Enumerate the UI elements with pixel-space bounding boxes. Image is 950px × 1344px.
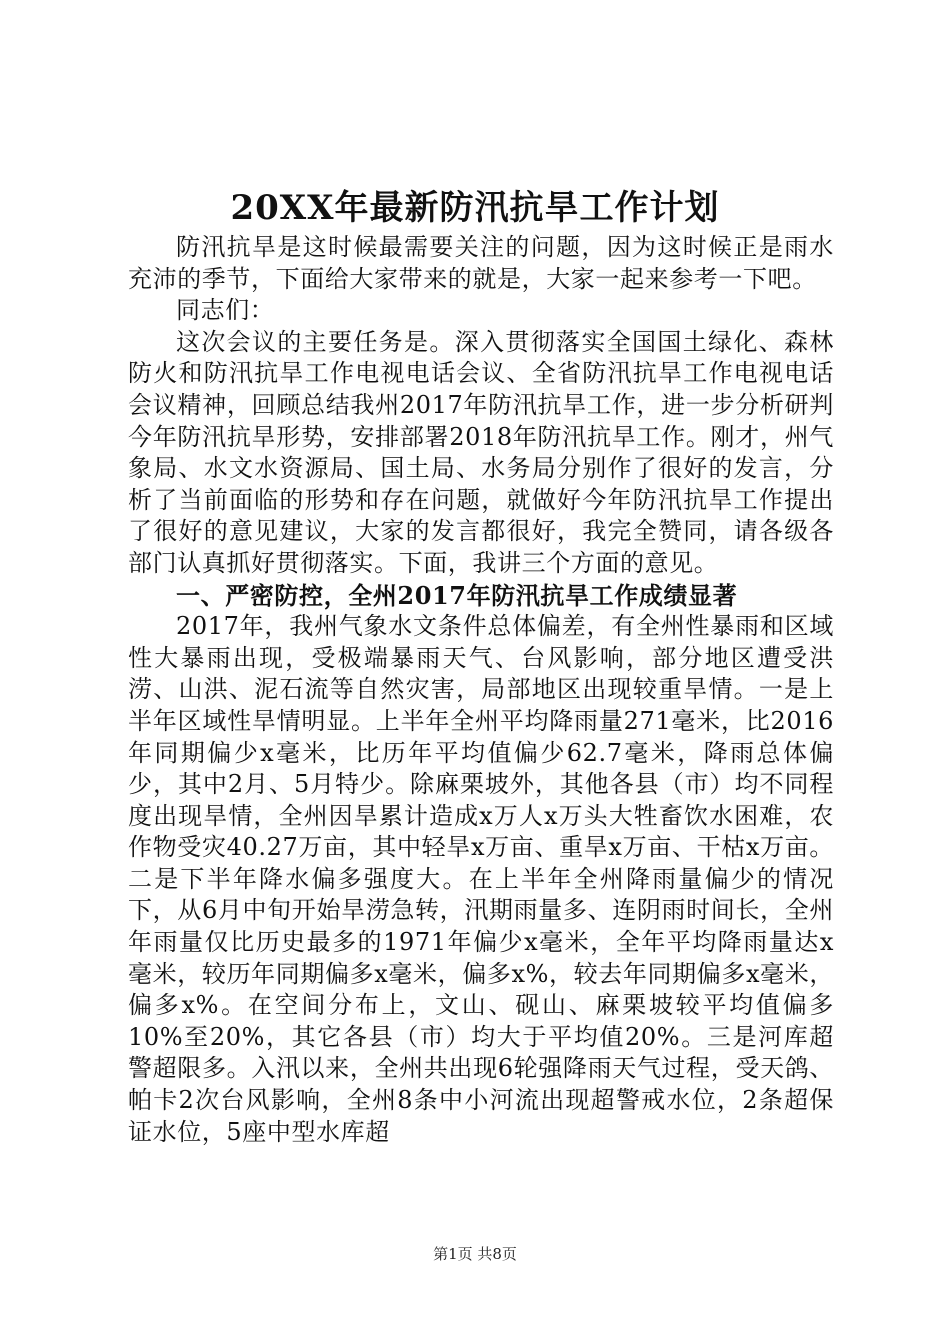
- section-heading: 一、严密防控，全州2017年防汛抗旱工作成绩显著: [176, 580, 738, 610]
- document-body: [128, 232, 834, 1148]
- summary-paragraph: 2017年，我州气象水文条件总体偏差，有全州性暴雨和区域性大暴雨出现，受极端暴雨天气、台风影响，部分地区遭受洪涝、山洪、泥石流等自然灾害，局部地区出现较重旱情。一是上半年区域性旱情明显。上半年全州平均降雨量271毫米，比2016年同期偏少x毫米，比历年平均值偏少62.7毫米，降雨总体偏少，其中2月、5月特少。除麻栗坡外，其他各县（市）均不同程度出现旱情，全州因旱累计造成x万人x万头大牲畜饮水困难，农作物受灾40.27万亩，其中轻旱x万亩、重旱x万亩、干枯x万亩。二是下半年降水偏多强度大。在上半年全州降雨量偏少的情况下，从6月中旬开始旱涝急转，汛期雨量多、连阴雨时间长，全州年雨量仅比历史最多的1971年偏少x毫米，全年平均降雨量达x毫米，较历年同期偏多x毫米，偏多x%，较去年同期偏多x毫米，偏多x%。在空间分布上，文山、砚山、麻栗坡较平均值偏多10%至20%，其它各县（市）均大于平均值20%。三是河库超警超限多。入汛以来，全州共出现6轮强降雨天气过程，受天鸽、帕卡2次台风影响，全州8条中小河流出现超警戒水位，2条超保证水位，5座中型水库超: [128, 612, 834, 1146]
- meeting-task-paragraph: 这次会议的主要任务是。深入贯彻落实全国国土绿化、森林防火和防汛抗旱工作电视电话会议、全省防汛抗旱工作电视电话会议精神，回顾总结我州2017年防汛抗旱工作，进一步分析研判今年防汛抗旱形势，安排部署2018年防汛抗旱工作。刚才，州气象局、水文水资源局、国土局、水务局分别作了很好的发言，分析了当前面临的形势和存在问题，就做好今年防汛抗旱工作提出了很好的意见建议，大家的发言都很好，我完全赞同，请各级各部门认真抓好贯彻落实。下面，我讲三个方面的意见。: [128, 327, 834, 577]
- salutation-paragraph: 同志们：: [176, 296, 275, 325]
- document-title: 20XX年最新防汛抗旱工作计划: [230, 188, 720, 228]
- page-number-footer: 第1页 共8页: [433, 1245, 517, 1263]
- intro-paragraph: 防汛抗旱是这时候最需要关注的问题，因为这时候正是雨水充沛的季节，下面给大家带来的就是，大家一起来参考一下吧。: [128, 233, 834, 293]
